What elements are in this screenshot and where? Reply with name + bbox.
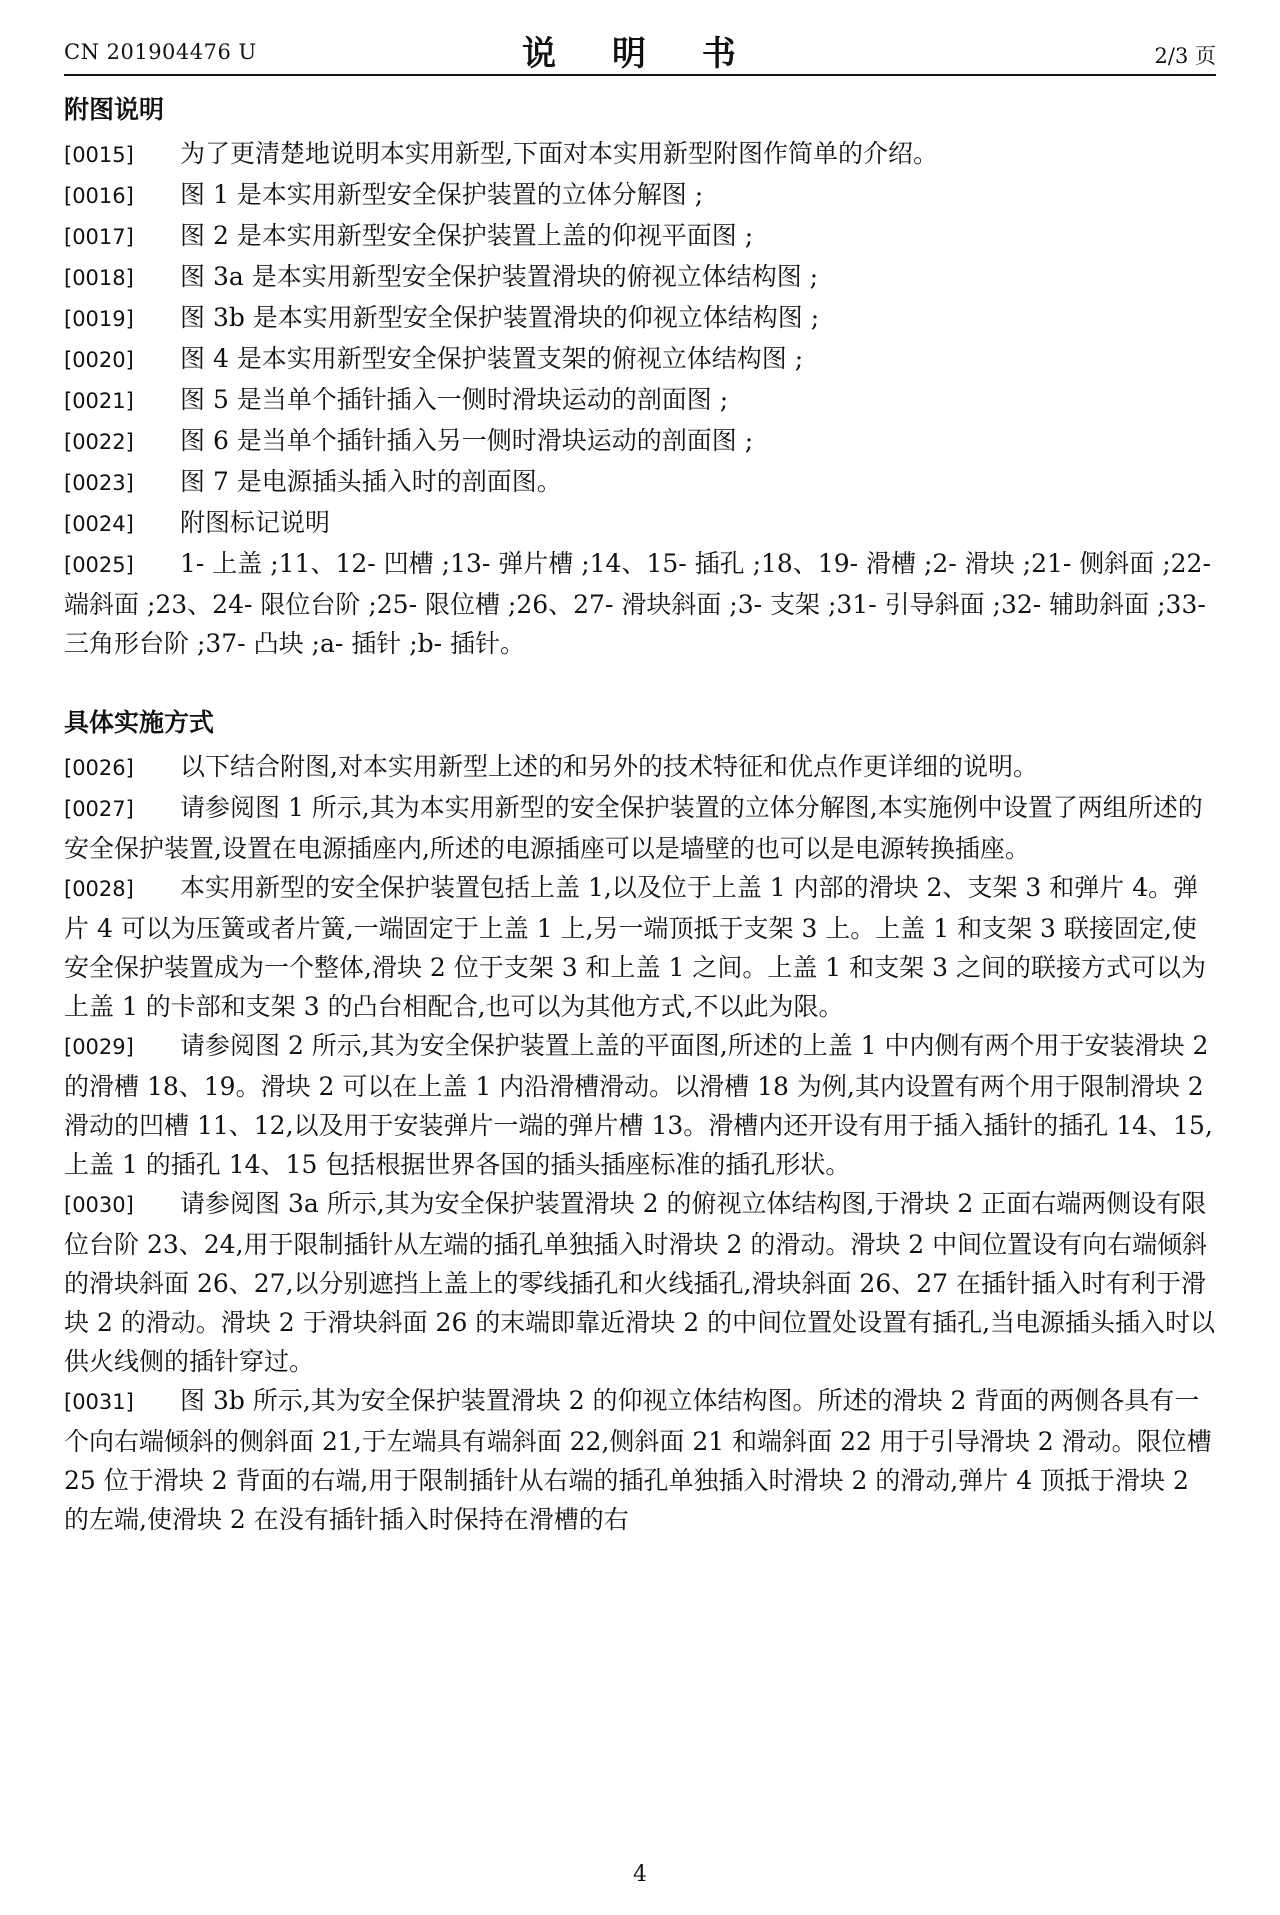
paragraph bbox=[64, 421, 1216, 462]
paragraph bbox=[64, 298, 1216, 339]
section-heading: 具体实施方式 bbox=[64, 708, 215, 737]
paragraph-text: 为了更清楚地说明本实用新型,下面对本实用新型附图作简单的介绍。 bbox=[180, 139, 938, 168]
paragraph-number: [0027] bbox=[64, 797, 134, 821]
paragraph-number: [0022] bbox=[64, 430, 134, 454]
paragraph-number: [0019] bbox=[64, 307, 134, 331]
paragraph bbox=[64, 1381, 1216, 1539]
paragraph-number: [0025] bbox=[64, 553, 134, 577]
paragraph-text: 图 3a 是本实用新型安全保护装置滑块的俯视立体结构图 ; bbox=[180, 262, 819, 291]
paragraph-number: [0021] bbox=[64, 389, 134, 413]
paragraph-number: [0018] bbox=[64, 266, 134, 290]
paragraph bbox=[64, 503, 1216, 544]
paragraph-text: 图 3b 是本实用新型安全保护装置滑块的仰视立体结构图 ; bbox=[180, 303, 820, 332]
paragraph bbox=[64, 868, 1216, 1026]
paragraph-number: [0024] bbox=[64, 512, 134, 536]
document-body bbox=[64, 86, 1216, 1539]
paragraph-number: [0015] bbox=[64, 143, 134, 167]
paragraph-number: [0017] bbox=[64, 225, 134, 249]
paragraph-text: 请参阅图 3a 所示,其为安全保护装置滑块 2 的俯视立体结构图,于滑块 2 正面右端两侧设有限位台阶 23、24,用于限制插针从左端的插孔单独插入时滑块 2 的滑动。滑块 2 中间位置设有向右端倾斜的滑块斜面 26、27,以分别遮挡上盖上的零线插孔和火线插孔,滑块斜面 26、27 在插针插入时有利于滑块 2 的滑动。滑块 2 于滑块斜面 26 的末端即靠近滑块 2 的中间位置处设置有插孔,当电源插头插入时以供火线侧的插针穿过。 bbox=[64, 1189, 1216, 1376]
document-title: 说 明 书 bbox=[522, 34, 758, 74]
paragraph bbox=[64, 1026, 1216, 1184]
paragraph-text: 请参阅图 2 所示,其为安全保护装置上盖的平面图,所述的上盖 1 中内侧有两个用于安装滑块 2 的滑槽 18、19。滑块 2 可以在上盖 1 内沿滑槽滑动。以滑槽 18 为例,其内设置有两个用于限制滑块 2 滑动的凹槽 11、12,以及用于安装弹片一端的弹片槽 13。滑槽内还开设有用于插入插针的插孔 14、15,上盖 1 的插孔 14、15 包括根据世界各国的插头插座标准的插孔形状。 bbox=[64, 1031, 1213, 1179]
page-indicator: 2/3 页 bbox=[1154, 44, 1216, 68]
page-number: 4 bbox=[633, 1862, 647, 1887]
paragraph-text: 本实用新型的安全保护装置包括上盖 1,以及位于上盖 1 内部的滑块 2、支架 3 和弹片 4。弹片 4 可以为压簧或者片簧,一端固定于上盖 1 上,另一端顶抵于支架 3 上。上盖 1 和支架 3 联接固定,使安全保护装置成为一个整体,滑块 2 位于支架 3 和上盖 1 之间。上盖 1 和支架 3 之间的联接方式可以为上盖 1 的卡部和支架 3 的凸台相配合,也可以为其他方式,不以此为限。 bbox=[64, 873, 1206, 1021]
paragraph-text: 图 4 是本实用新型安全保护装置支架的俯视立体结构图 ; bbox=[180, 344, 804, 373]
paragraph-text: 图 6 是当单个插针插入另一侧时滑块运动的剖面图 ; bbox=[180, 426, 754, 455]
paragraph-text: 1- 上盖 ;11、12- 凹槽 ;13- 弹片槽 ;14、15- 插孔 ;18、19- 滑槽 ;2- 滑块 ;21- 侧斜面 ;22- 端斜面 ;23、24- 限位台阶 ;25- 限位槽 ;26、27- 滑块斜面 ;3- 支架 ;31- 引导斜面 ;32- 辅助斜面 ;33- 三角形台阶 ;37- 凸块 ;a- 插针 ;b- 插针。 bbox=[64, 549, 1211, 658]
paragraph bbox=[64, 257, 1216, 298]
paragraph bbox=[64, 788, 1216, 868]
paragraph-text: 图 3b 所示,其为安全保护装置滑块 2 的仰视立体结构图。所述的滑块 2 背面的两侧各具有一个向右端倾斜的侧斜面 21,于左端具有端斜面 22,侧斜面 21 和端斜面 22 用于引导滑块 2 滑动。限位槽 25 位于滑块 2 背面的右端,用于限制插针从右端的插孔单独插入时滑块 2 的滑动,弹片 4 顶抵于滑块 2 的左端,使滑块 2 在没有插针插入时保持在滑槽的右 bbox=[64, 1386, 1212, 1534]
paragraph-text: 图 7 是电源插头插入时的剖面图。 bbox=[180, 467, 562, 496]
paragraph-number: [0030] bbox=[64, 1193, 134, 1217]
paragraph-text: 图 1 是本实用新型安全保护装置的立体分解图 ; bbox=[180, 180, 704, 209]
paragraph bbox=[64, 134, 1216, 175]
section-gap bbox=[64, 663, 1216, 699]
paragraph bbox=[64, 544, 1216, 663]
paragraph-number: [0026] bbox=[64, 756, 134, 780]
section-heading: 附图说明 bbox=[64, 95, 165, 124]
paragraph-number: [0020] bbox=[64, 348, 134, 372]
paragraph-number: [0029] bbox=[64, 1035, 134, 1059]
header-divider bbox=[64, 74, 1216, 76]
paragraph bbox=[64, 462, 1216, 503]
paragraph-text: 附图标记说明 bbox=[180, 508, 331, 537]
paragraph-text: 图 2 是本实用新型安全保护装置上盖的仰视平面图 ; bbox=[180, 221, 754, 250]
paragraph-text: 请参阅图 1 所示,其为本实用新型的安全保护装置的立体分解图,本实施例中设置了两组所述的安全保护装置,设置在电源插座内,所述的电源插座可以是墙壁的也可以是电源转换插座。 bbox=[64, 793, 1203, 863]
paragraph-text: 图 5 是当单个插针插入一侧时滑块运动的剖面图 ; bbox=[180, 385, 729, 414]
paragraph bbox=[64, 339, 1216, 380]
paragraph-text: 以下结合附图,对本实用新型上述的和另外的技术特征和优点作更详细的说明。 bbox=[180, 752, 1038, 781]
paragraph-number: [0031] bbox=[64, 1390, 134, 1414]
paragraph bbox=[64, 747, 1216, 788]
paragraph-number: [0028] bbox=[64, 877, 134, 901]
patent-number: CN 201904476 U bbox=[64, 40, 257, 64]
paragraph bbox=[64, 1184, 1216, 1381]
paragraph-number: [0016] bbox=[64, 184, 134, 208]
paragraph-number: [0023] bbox=[64, 471, 134, 495]
paragraph bbox=[64, 175, 1216, 216]
paragraph bbox=[64, 380, 1216, 421]
paragraph bbox=[64, 216, 1216, 257]
